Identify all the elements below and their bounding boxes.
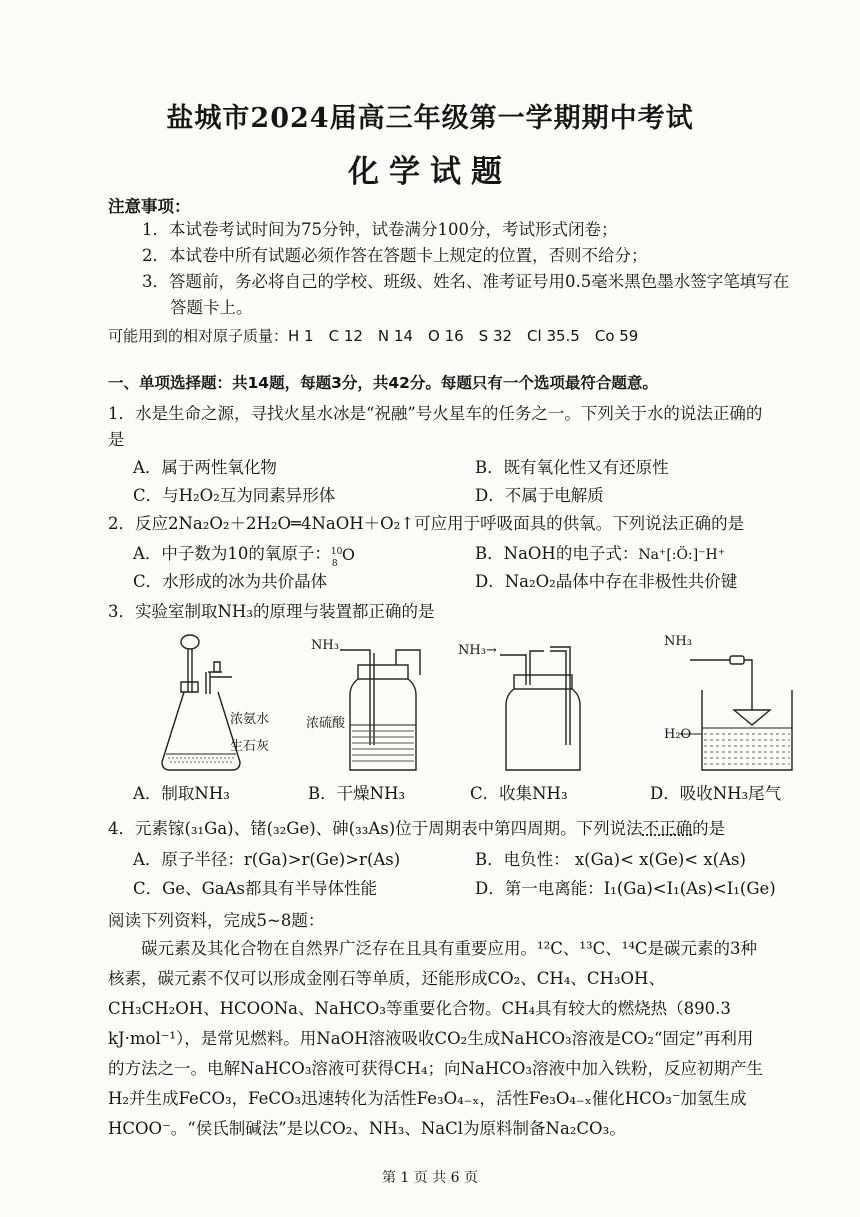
q4-stem-pre: 4．元素镓(₃₁Ga)、锗(₃₂Ge)、砷(₃₃As)位于周期表中第四周期。下列说法 bbox=[108, 819, 643, 838]
atomic-masses: 可能用到的相对原子质量：H 1 C 12 N 14 O 16 S 32 Cl 35.5 Co 59 bbox=[108, 327, 639, 345]
electron-formula: Na⁺[:Ö:]⁻H⁺ bbox=[638, 547, 726, 563]
label-conc-acid: 浓硫酸 bbox=[306, 716, 346, 731]
exam-title: 盐城市2024届高三年级第一学期期中考试 bbox=[166, 103, 694, 134]
page-footer: 第 1 页 共 6 页 bbox=[381, 1170, 479, 1186]
q2-option-a bbox=[133, 543, 357, 569]
label-quicklime: 生石灰 bbox=[230, 739, 270, 754]
q2-option-c: C．水形成的冰为共价晶体 bbox=[133, 572, 328, 591]
label-nh3-c: NH₃→ bbox=[458, 643, 497, 658]
q3-option-a: A．制取NH₃ bbox=[133, 784, 230, 803]
label-water: H₂O bbox=[664, 727, 692, 742]
isotope-atomic-number: 8 bbox=[331, 558, 338, 569]
q4-stem bbox=[108, 818, 725, 840]
q1-stem-cont: 是 bbox=[108, 430, 125, 449]
note-item: 2．本试卷中所有试题必须作答在答题卡上规定的位置，否则不给分； bbox=[142, 246, 648, 265]
isotope-notation bbox=[330, 544, 357, 569]
q2-option-a-text: A．中子数为10的氧原子： bbox=[133, 544, 331, 563]
notes-heading: 注意事项： bbox=[108, 197, 191, 216]
q4-option-d: D．第一电离能：I₁(Ga)<I₁(As)<I₁(Ge) bbox=[475, 879, 776, 898]
q4-stem-emphasis: 不正确 bbox=[642, 819, 693, 838]
note-item: 答题卡上。 bbox=[170, 298, 253, 317]
q3-stem: 3．实验室制取NH₃的原理与装置都正确的是 bbox=[108, 602, 435, 621]
section-heading: 一、单项选择题：共14题，每题3分，共42分。每题只有一个选项最符合题意。 bbox=[108, 374, 658, 392]
apparatus-d-absorption-beaker-icon bbox=[690, 650, 800, 775]
q4-stem-post: 的是 bbox=[692, 819, 726, 838]
q1-option-d: D．不属于电解质 bbox=[475, 486, 604, 505]
label-nh3-b: NH₃ bbox=[311, 638, 339, 653]
q4-option-b: B．电负性： x(Ga)< x(Ge)< x(As) bbox=[475, 850, 746, 869]
exam-subtitle: 化学试题 bbox=[348, 154, 512, 190]
q2-option-d: D．Na₂O₂晶体中存在非极性共价键 bbox=[475, 572, 738, 591]
note-item: 3．答题前，务必将自己的学校、班级、姓名、准考证号用0.5毫米黑色墨水签字笔填写在 bbox=[142, 272, 790, 291]
isotope-mass-number: 10 bbox=[330, 546, 343, 557]
label-nh3-d: NH₃ bbox=[664, 634, 692, 649]
q2-stem: 2．反应2Na₂O₂＋2H₂O═4NaOH＋O₂↑可应用于呼吸面具的供氧。下列说法正确的是 bbox=[108, 514, 745, 533]
q1-stem: 1．水是生命之源，寻找火星水冰是“祝融”号火星车的任务之一。下列关于水的说法正确的 bbox=[108, 404, 763, 423]
q1-option-a: A．属于两性氧化物 bbox=[133, 458, 277, 477]
q4-option-c: C．Ge、GaAs都具有半导体性能 bbox=[133, 879, 377, 898]
label-ammonia-water: 浓氨水 bbox=[230, 712, 270, 727]
q2-option-b bbox=[475, 543, 725, 566]
q4-option-a: A．原子半径：r(Ga)>r(Ge)>r(As) bbox=[133, 850, 401, 869]
q3-option-c: C．收集NH₃ bbox=[470, 784, 568, 803]
q3-option-b: B．干燥NH₃ bbox=[308, 784, 406, 803]
apparatus-a-flask-icon bbox=[150, 632, 270, 782]
q1-option-b: B．既有氧化性又有还原性 bbox=[475, 458, 669, 477]
reading-heading: 阅读下列资料，完成5~8题： bbox=[108, 911, 325, 930]
q1-option-c: C．与H₂O₂互为同素异形体 bbox=[133, 486, 336, 505]
apparatus-c-collection-bottle-icon bbox=[500, 645, 590, 775]
q3-option-d: D．吸收NH₃尾气 bbox=[650, 784, 782, 803]
note-item: 1．本试卷考试时间为75分钟，试卷满分100分，考试形式闭卷； bbox=[142, 220, 618, 239]
isotope-symbol: O bbox=[341, 544, 356, 564]
apparatus-b-wash-bottle-icon bbox=[340, 645, 430, 775]
q2-option-b-text: B．NaOH的电子式： bbox=[475, 544, 639, 563]
reading-passage: 碳元素及其化合物在自然界广泛存在且具有重要应用。¹²C、¹³C、¹⁴C是碳元素的3种核素，碳元素不仅可以形成金刚石等单质，还能形成CO₂、CH₄、CH₃OH、CH₃CH₂OH、HCOONa、NaHCO₃等重要化合物。CH₄具有较大的燃烧热（890.3 kJ·mol⁻¹），是常见燃料。用NaOH溶液吸收CO₂生成NaHCO₃溶液是CO₂“固定”再利用的方法之一。电解NaHCO₃溶液可获得CH₄；向NaHCO₃溶液中加入铁粉，反应初期产生H₂并生成FeCO₃，FeCO₃迅速转化为活性Fe₃O₄₋ₓ，活性Fe₃O₄₋ₓ催化HCO₃⁻加氢生成HCOO⁻。“侯氏制碱法”是以CO₂、NH₃、NaCl为原料制备Na₂CO₃。 bbox=[108, 939, 763, 1138]
